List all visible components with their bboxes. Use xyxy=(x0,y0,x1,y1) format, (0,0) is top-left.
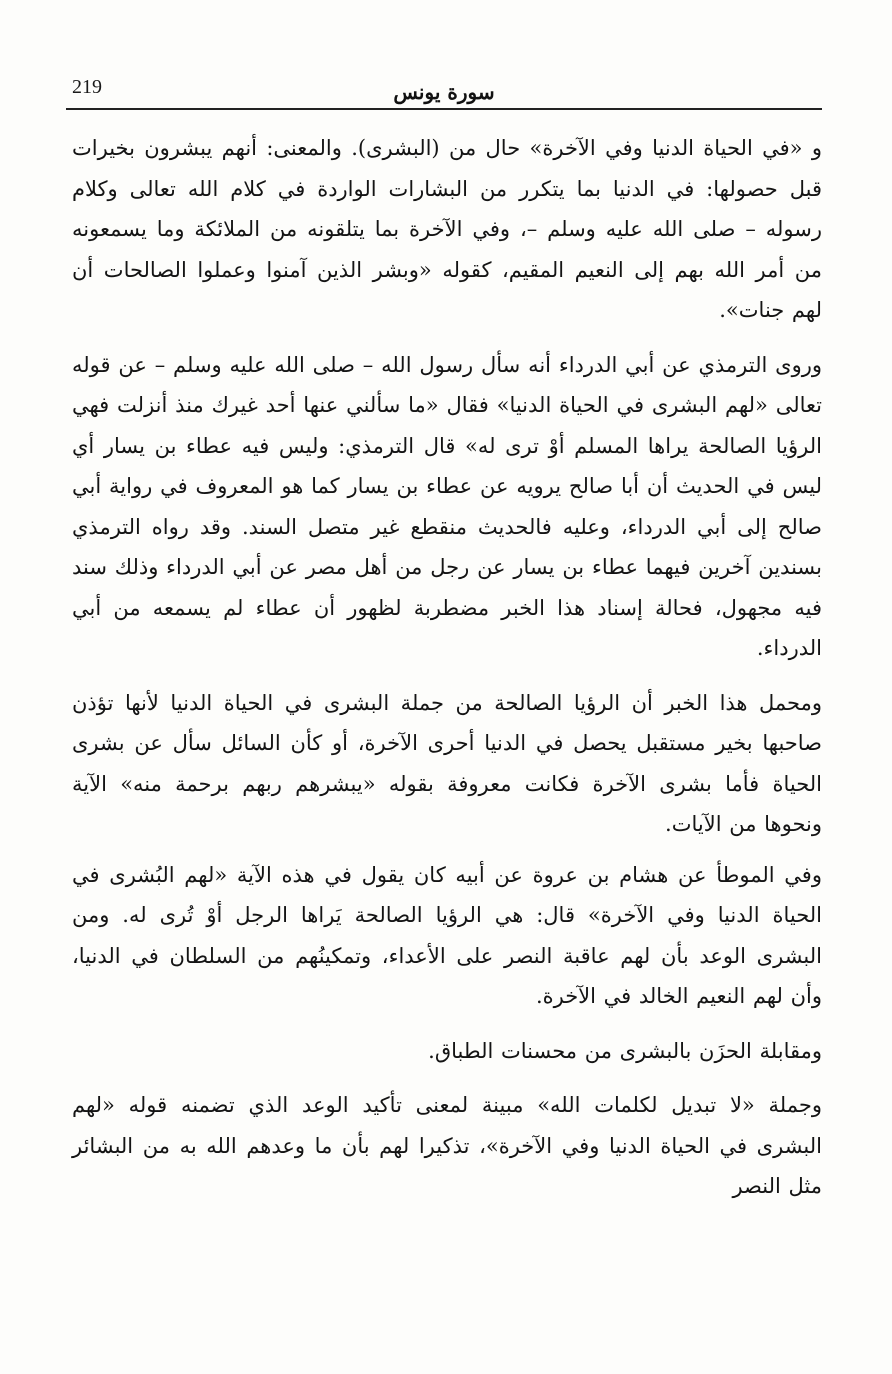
paragraph-2: وروى الترمذي عن أبي الدرداء أنه سأل رسول الله – صلى الله عليه وسلم – عن قوله تعالى «لهم البشرى في الحياة الدنيا» فقال «ما سألني عنها أحد غيرك منذ أنزلت فهي الرؤيا الصالحة يراها المسلم أوْ ترى له» قال الترمذي: وليس فيه عطاء بن يسار أي ليس في الحديث أن أبا صالح يرويه عن عطاء بن يسار كما هو المعروف في رواية أبي صالح إلى أبي الدرداء، وعليه فالحديث منقطع غير متصل السند. وقد رواه الترمذي بسندين آخرين فيهما عطاء بن يسار عن رجل من أهل مصر عن أبي الدرداء وذلك سند فيه مجهول، فحالة إسناد هذا الخبر مضطربة لظهور أن عطاء لم يسمعه من أبي الدرداء. xyxy=(72,352,822,660)
paragraph-6: وجملة «لا تبديل لكلمات الله» مبينة لمعنى تأكيد الوعد الذي تضمنه قوله «لهم البشرى في الحياة الدنيا وفي الآخرة»، تذكيرا لهم بأن ما وعدهم الله به من البشائر مثل النصر xyxy=(72,1093,822,1198)
paragraph-5: ومقابلة الحزَن بالبشرى من محسنات الطباق. xyxy=(428,1038,822,1063)
paragraph-gap xyxy=(72,1017,822,1031)
paragraph-gap xyxy=(72,845,822,855)
paragraph-gap xyxy=(72,331,822,345)
running-title: سورة يونس xyxy=(393,80,495,104)
paragraph-4: وفي الموطأ عن هشام بن عروة عن أبيه كان يقول في هذه الآية «لهم البُشرى في الحياة الدنيا وفي الآخرة» قال: هي الرؤيا الصالحة يَراها الرجل أوْ تُرى له. ومن البشرى الوعد بأن لهم عاقبة النصر على الأعداء، وتمكينُهم من السلطان في الدنيا، وأن لهم النعيم الخالد في الآخرة. xyxy=(72,862,822,1008)
paragraph-gap xyxy=(72,1071,822,1085)
paragraph-1: و «في الحياة الدنيا وفي الآخرة» حال من (البشرى). والمعنى: أنهم يبشرون بخيرات قبل حصولها: في الدنيا بما يتكرر من البشارات الواردة في كلام الله تعالى وكلام رسوله – صلى الله عليه وسلم –، وفي الآخرة بما يتلقونه من الملائكة وما يسمعونه من أمر الله بهم إلى النعيم المقيم، كقوله «وبشر الذين آمنوا وعملوا الصالحات أن لهم جنات». xyxy=(72,136,822,322)
page-number: 219 xyxy=(72,76,102,98)
header-rule xyxy=(66,108,822,110)
paragraph-gap xyxy=(72,669,822,683)
page-body xyxy=(72,128,822,1207)
page-header xyxy=(66,66,822,110)
paragraph-3: ومحمل هذا الخبر أن الرؤيا الصالحة من جملة البشرى في الحياة الدنيا لأنها تؤذن صاحبها بخير مستقبل يحصل في الدنيا أحرى الآخرة، أو كأن السائل سأل عن بشرى الحياة فأما بشرى الآخرة فكانت معروفة بقوله «يبشرهم ربهم برحمة منه» الآية ونحوها من الآيات. xyxy=(72,690,822,836)
